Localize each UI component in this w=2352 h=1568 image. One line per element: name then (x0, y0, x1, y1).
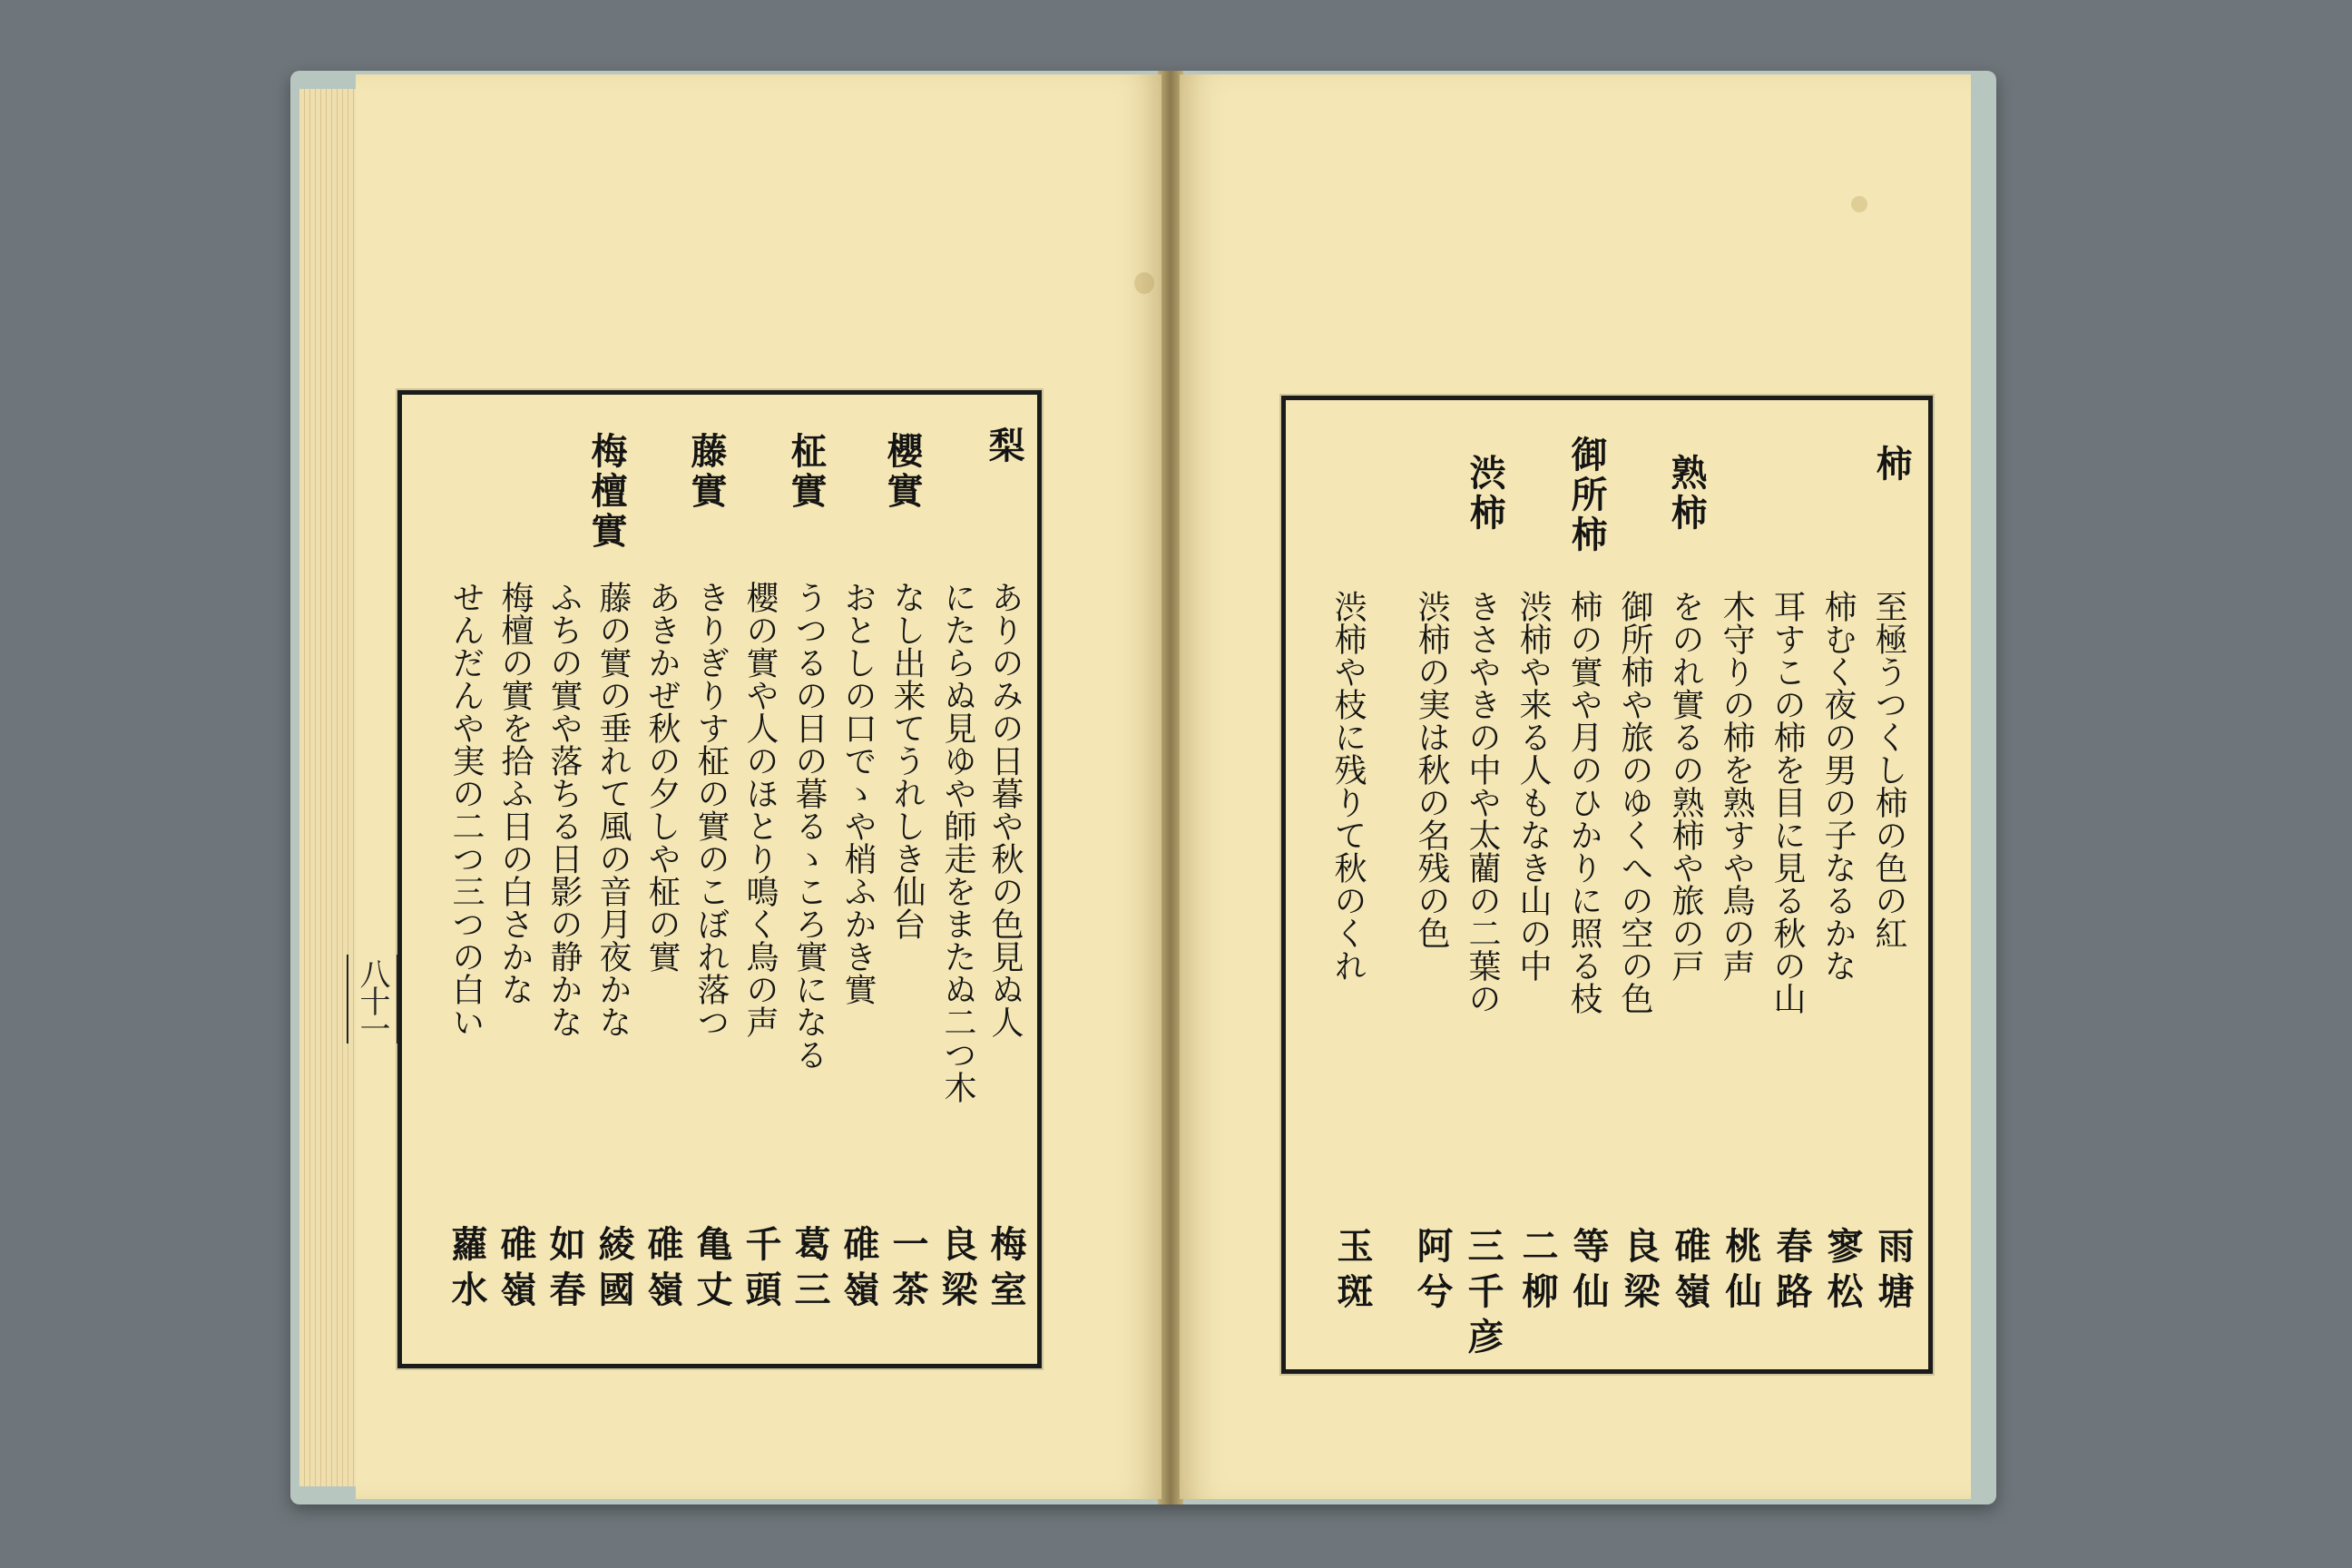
poem-text: 渋柿や枝に残りて秋のくれ (1329, 590, 1367, 982)
heading-sakura-mi: 櫻實 (881, 432, 924, 512)
heading-nashi: 梨 (983, 426, 1025, 466)
poet-name: 桃仙 (1720, 1227, 1762, 1318)
poem-text: ありのみの日暮や秋の色見ぬ人 (986, 581, 1024, 1038)
poet-name: 一茶 (887, 1225, 929, 1316)
poem-text: 耳すこの柿を目に見る秋の山 (1769, 590, 1806, 1014)
poet-name: 玉斑 (1331, 1227, 1374, 1318)
heading-goshogaki: 御所柿 (1565, 436, 1608, 555)
heading-jukushi: 熟柿 (1665, 454, 1708, 534)
poet-name: 春路 (1770, 1227, 1813, 1318)
poem-text: なし出来てうれしき仙台 (888, 581, 926, 940)
poem-text: せんだんや実の二つ三つの白い (447, 581, 485, 1038)
heading-masaki-mi: 柾實 (785, 432, 828, 512)
poem-text: 柿の實や月のひかりに照る枝 (1565, 590, 1602, 1014)
poem-text: をのれ實るの熟柿や旅の戸 (1667, 590, 1704, 982)
paper-stain (1134, 272, 1154, 294)
poem-text: 木守りの柿を熟すや鳥の声 (1718, 590, 1755, 982)
heading-fuji-mi: 藤實 (685, 432, 728, 512)
poem-text: きさやきの中や太藺の二葉の (1464, 590, 1501, 1014)
poem-text: にたらぬ見ゆや師走をまたぬ二つ木 (939, 581, 976, 1103)
poem-text: 至極うつくし柿の色の紅 (1870, 590, 1907, 949)
page-edges (299, 89, 359, 1486)
poet-name: 碓嶺 (642, 1225, 684, 1316)
poet-name: 葛三 (789, 1225, 831, 1316)
poet-name: 雨塘 (1872, 1227, 1915, 1318)
poem-text: あきかぜ秋の夕しや柾の實 (643, 581, 681, 973)
poet-name: 蘿水 (446, 1225, 488, 1316)
folio-number: 八十一 (347, 955, 398, 1044)
poem-text: 御所柿や旅のゆくへの空の色 (1616, 590, 1653, 1014)
poem-text: 渋柿や来る人もなき山の中 (1514, 590, 1552, 982)
poem-text: 柿むく夜の男の子なるかな (1819, 590, 1857, 982)
poet-name: 千頭 (740, 1225, 782, 1316)
poet-name: 阿兮 (1411, 1227, 1454, 1318)
poem-text: 渋柿の実は秋の名残の色 (1413, 590, 1450, 949)
poet-name: 碓嶺 (1669, 1227, 1711, 1318)
poet-name: 良梁 (936, 1225, 978, 1316)
heading-sendan-mi: 梅檀實 (585, 432, 628, 552)
poet-name: 碓嶺 (495, 1225, 537, 1316)
poem-text: おとしの口でゝや梢ふかき實 (839, 581, 877, 1005)
poet-name: 二柳 (1516, 1227, 1559, 1318)
poem-text: ふちの實や落ちる日影の静かな (545, 581, 583, 1038)
poet-name: 碓嶺 (838, 1225, 880, 1316)
poem-text: 櫻の實や人のほとり鳴く鳥の声 (741, 581, 779, 1038)
heading-shibugaki: 渋柿 (1464, 454, 1506, 534)
poem-text: きりぎりす柾の實のこぼれ落つ (692, 581, 730, 1038)
poet-name: 如春 (544, 1225, 586, 1316)
poem-text: 梅檀の實を拾ふ日の白さかな (496, 581, 534, 1005)
poet-name: 綾國 (593, 1225, 635, 1316)
heading-kaki: 柿 (1870, 445, 1913, 485)
paper-stain (1851, 196, 1867, 212)
poem-text: 藤の實の垂れて風の音月夜かな (594, 581, 632, 1038)
poet-name: 等仙 (1567, 1227, 1610, 1318)
poet-name: 寥松 (1821, 1227, 1864, 1318)
poet-name: 良梁 (1618, 1227, 1661, 1318)
poet-name: 亀丈 (691, 1225, 733, 1316)
poet-name: 梅室 (985, 1225, 1027, 1316)
poem-text: うつるの日の暮るゝころ實になる (790, 581, 828, 1071)
poet-name: 三千彦 (1462, 1227, 1504, 1363)
